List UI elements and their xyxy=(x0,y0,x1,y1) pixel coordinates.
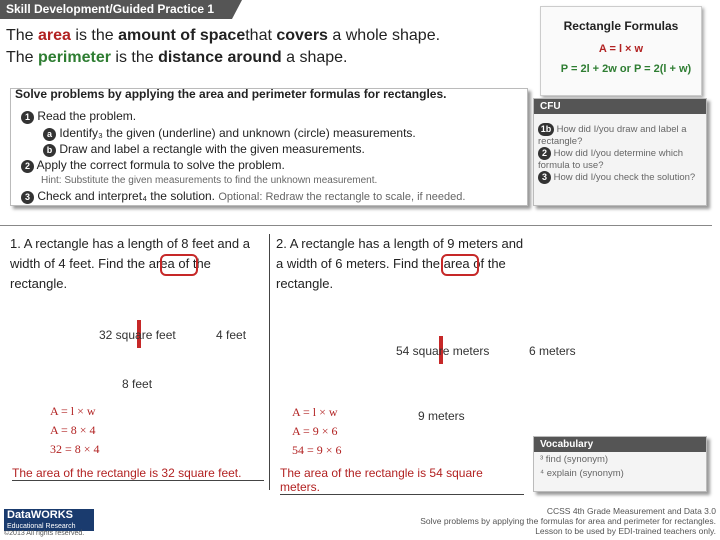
section-badge: Skill Development/Guided Practice 1 xyxy=(0,0,232,19)
standards-footer: CCSS 4th Grade Measurement and Data 3.0 Solve problems by applying the formulas for area and perimeter for rectangles. Lesson to be used by EDI-trained teachers only. xyxy=(420,506,716,536)
section-divider xyxy=(0,225,712,226)
hint: Hint: Substitute the given measurements to find the unknown measurement. xyxy=(41,175,378,186)
problem-1-text: 1. A rectangle has a length of 8 feet and a width of 4 feet. Find the area of the rectangle. xyxy=(10,236,250,291)
width-label: 6 meters xyxy=(529,344,576,358)
step-number: 3 xyxy=(21,191,34,204)
step-2: 2 Apply the correct formula to solve the problem. xyxy=(21,158,285,173)
cfu-title: CFU xyxy=(534,99,706,114)
length-label: 8 feet xyxy=(122,377,153,391)
length-label: 9 meters xyxy=(418,409,465,423)
vocab-item: ⁴ explain (synonym) xyxy=(540,468,624,479)
answer-sentence-2: The area of the rectangle is 54 square meters. xyxy=(280,466,524,495)
perimeter-definition: The perimeter is the distance around a shape. xyxy=(6,49,348,66)
step-3: 3 Check and interpret₄ the solution. Optional: Redraw the rectangle to scale, if needed. xyxy=(21,189,465,204)
area-answer-label: 54 square meters xyxy=(396,344,490,358)
unknown-circle xyxy=(160,254,198,276)
area-definition: The area is the amount of spacethat covers a whole shape. xyxy=(6,27,441,44)
step-letter: a xyxy=(43,128,56,141)
cfu-question-3: 3 How did I/you check the solution? xyxy=(538,171,702,184)
vocabulary-title: Vocabulary xyxy=(534,437,706,452)
cfu-question-1b: 1b How did I/you draw and label a rectangle? xyxy=(538,124,687,147)
dataworks-logo: DataWORKS Educational Research xyxy=(4,509,94,531)
area-formula: A = l × w xyxy=(598,43,644,55)
width-label: 4 feet xyxy=(216,328,247,342)
problem-2-text: 2. A rectangle has a length of 9 meters and a width of 6 meters. Find the area of the rectangle. xyxy=(276,236,524,291)
unknown-circle xyxy=(441,254,479,276)
steps-box xyxy=(10,88,528,206)
step-number: 1 xyxy=(21,111,34,124)
formulas-title: Rectangle Formulas xyxy=(563,19,679,33)
steps-heading: Solve problems by applying the area and perimeter formulas for rectangles. xyxy=(15,87,447,101)
copyright: ©2013 All rights reserved. xyxy=(4,530,85,537)
equations-2: A = l × w A = 9 × 6 54 = 9 × 6 xyxy=(292,405,342,457)
answer-sentence-1: The area of the rectangle is 32 square feet. xyxy=(12,466,264,481)
step-number: 2 xyxy=(21,160,34,173)
vocabulary-box xyxy=(533,436,707,492)
equations-1: A = l × w A = 8 × 4 32 = 8 × 4 xyxy=(50,404,100,456)
cfu-box xyxy=(533,98,707,206)
area-answer-label: 32 square feet xyxy=(99,328,176,342)
step-1: 1 Read the problem. xyxy=(21,109,136,124)
step-1a: a Identify₃ the given (underline) and unknown (circle) measurements. xyxy=(43,126,416,141)
perimeter-formula: P = 2l + 2w or P = 2(l + w) xyxy=(560,63,692,75)
vocab-item: ³ find (synonym) xyxy=(540,454,609,465)
step-1b: b Draw and label a rectangle with the given measurements. xyxy=(43,142,365,157)
problem-divider xyxy=(269,234,270,490)
cfu-question-2: 2 How did I/you determine which formula to use? xyxy=(538,148,684,171)
definitions xyxy=(6,25,526,69)
rectangle-formulas-box xyxy=(540,6,702,96)
step-letter: b xyxy=(43,144,56,157)
